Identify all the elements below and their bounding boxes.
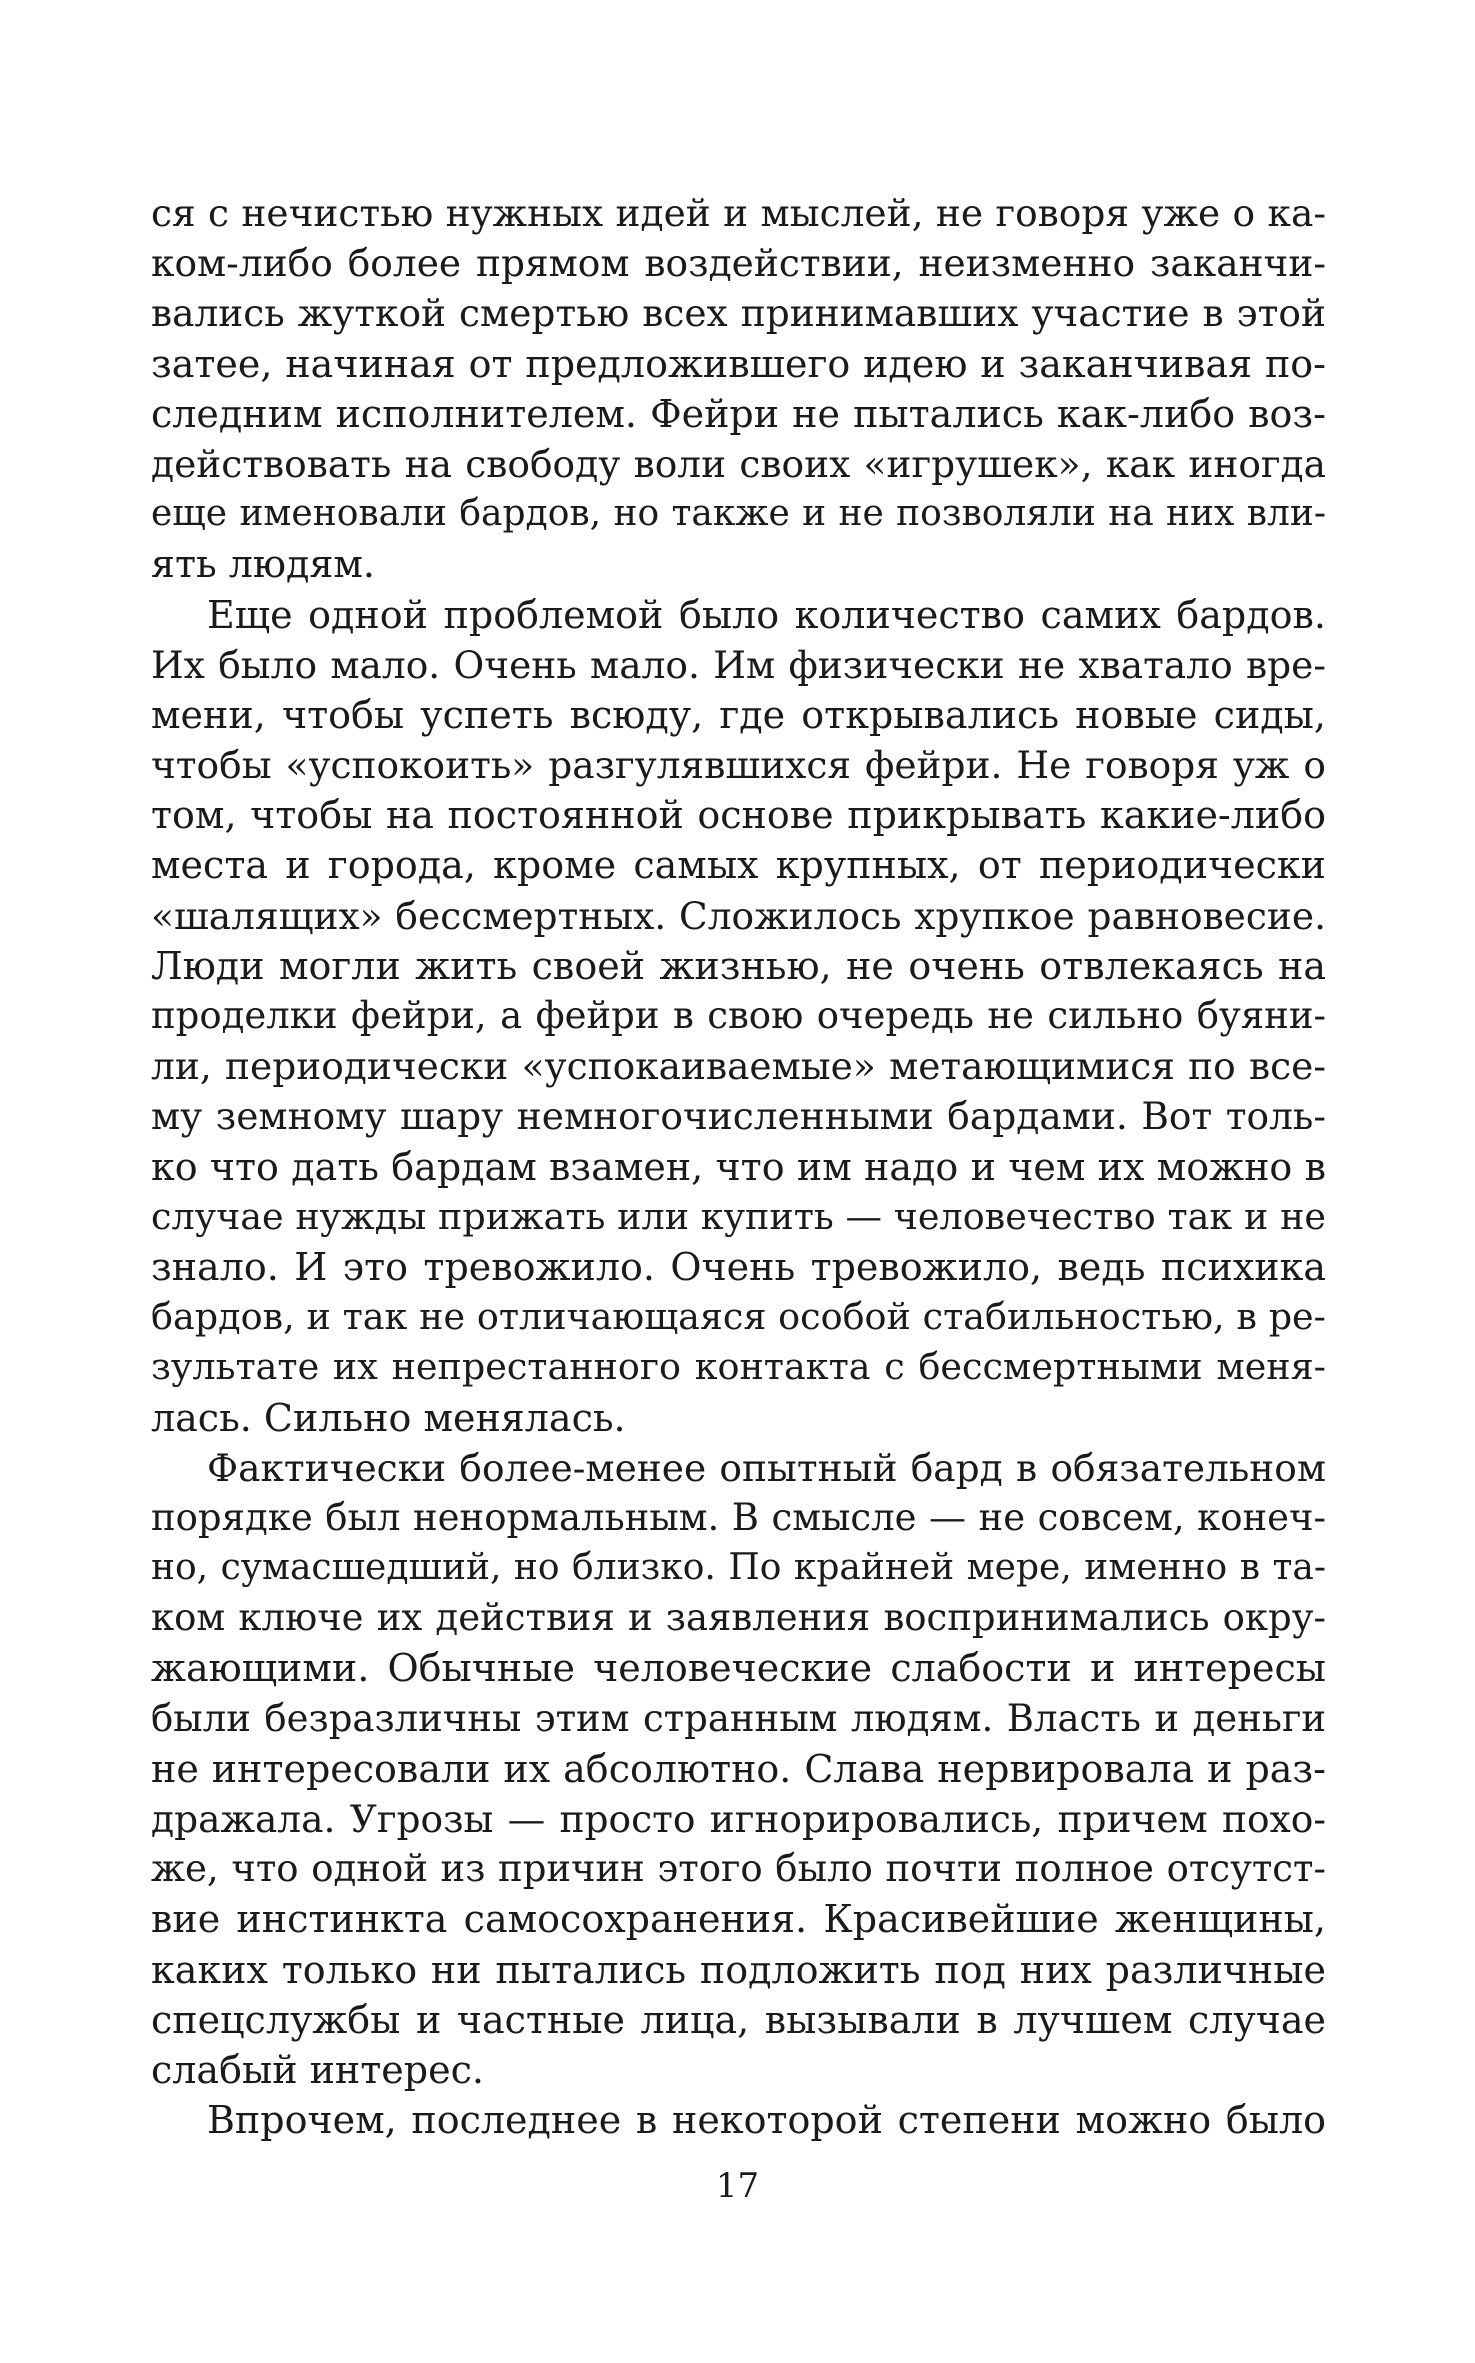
text-line: места и города, кроме самых крупных, от периодически: [151, 843, 1326, 888]
text-line: еще именовали бардов, но также и не позволяли на них вли-: [151, 493, 1326, 535]
paragraph: [151, 188, 1326, 590]
text-line: слабый интерес.: [151, 2047, 484, 2092]
page-number: 17: [715, 2166, 760, 2206]
text-line: «шалящих» бессмертных. Сложилось хрупкое равновесие.: [151, 893, 1326, 938]
text-line: му земному шару немногочисленными бардами. Вот толь-: [151, 1094, 1326, 1139]
text-line: вие инстинкта самосохранения. Красивейшие женщины,: [151, 1897, 1326, 1942]
text-line: ся с нечистью нужных идей и мыслей, не говоря уже о ка-: [151, 191, 1326, 235]
text-line: Впрочем, последнее в некоторой степени можно было: [207, 2098, 1326, 2143]
paragraph: [151, 2095, 1326, 2145]
text-line: ком ключе их действия и заявления воспринимались окру-: [151, 1596, 1326, 1640]
text-line: лась. Сильно менялась.: [151, 1395, 626, 1440]
text-line: ли, периодически «успокаиваемые» метающимися по все-: [151, 1044, 1326, 1089]
text-line: но, сумасшедший, но близко. По крайней мере, именно в та-: [151, 1547, 1326, 1589]
text-line: вались жуткой смертью всех принимавших участие в этой: [151, 291, 1326, 336]
text-line: жающими. Обычные человеческие слабости и интересы: [151, 1646, 1326, 1691]
text-line: бардов, и так не отличающаяся особой стабильностью, в ре-: [151, 1295, 1326, 1339]
text-line: ко что дать бардам взамен, что им надо и чем их можно в: [151, 1144, 1326, 1189]
text-line: Люди могли жить своей жизнью, не очень отвлекаясь на: [151, 943, 1326, 988]
text-line: зультате их непрестанного контакта с бессмертными меня-: [151, 1345, 1326, 1389]
text-line: мени, чтобы успеть всюду, где открывались новые сиды,: [151, 692, 1326, 737]
paragraph: [151, 590, 1326, 1443]
text-line: проделки фейри, а фейри в свою очередь не сильно буяни-: [151, 994, 1326, 1037]
text-line: каких только ни пытались подложить под них различные: [151, 1947, 1326, 1992]
text-line: Еще одной проблемой было количество самих бардов.: [207, 592, 1326, 637]
text-line: следним исполнителем. Фейри не пытались как-либо воз-: [151, 391, 1326, 436]
text-line: спецслужбы и частные лица, вызывали в лучшем случае: [151, 1997, 1326, 2042]
text-line: знало. И это тревожило. Очень тревожило, ведь психика: [151, 1244, 1326, 1289]
text-line: порядке был ненормальным. В смысле — не совсем, конеч-: [151, 1495, 1326, 1539]
text-line: были безразличны этим странным людям. Власть и деньги: [151, 1696, 1326, 1740]
text-line: затее, начиная от предложившего идею и заканчивая по-: [151, 341, 1326, 386]
body-text: [151, 188, 1326, 2145]
text-line: том, чтобы на постоянной основе прикрывать какие-либо: [151, 793, 1326, 838]
text-line: Фактически более-менее опытный бард в обязательном: [207, 1445, 1326, 1490]
text-line: ять людям.: [151, 542, 375, 587]
text-line: ком-либо более прямом воздействии, неизменно заканчи-: [151, 241, 1326, 286]
text-line: чтобы «успокоить» разгулявшихся фейри. Не говоря уж о: [151, 743, 1326, 788]
text-line: случае нужды прижать или купить — человечество так и не: [151, 1194, 1326, 1238]
text-line: действовать на свободу воли своих «игрушек», как иногда: [151, 441, 1326, 486]
paragraph: [151, 1443, 1326, 2095]
text-line: Их было мало. Очень мало. Им физически не хватало вре-: [151, 642, 1326, 687]
text-line: же, что одной из причин этого было почти полное отсутст-: [151, 1847, 1326, 1891]
text-line: дражала. Угрозы — просто игнорировались, причем похо-: [151, 1797, 1326, 1841]
text-line: не интересовали их абсолютно. Слава нервировала и раз-: [151, 1746, 1326, 1791]
